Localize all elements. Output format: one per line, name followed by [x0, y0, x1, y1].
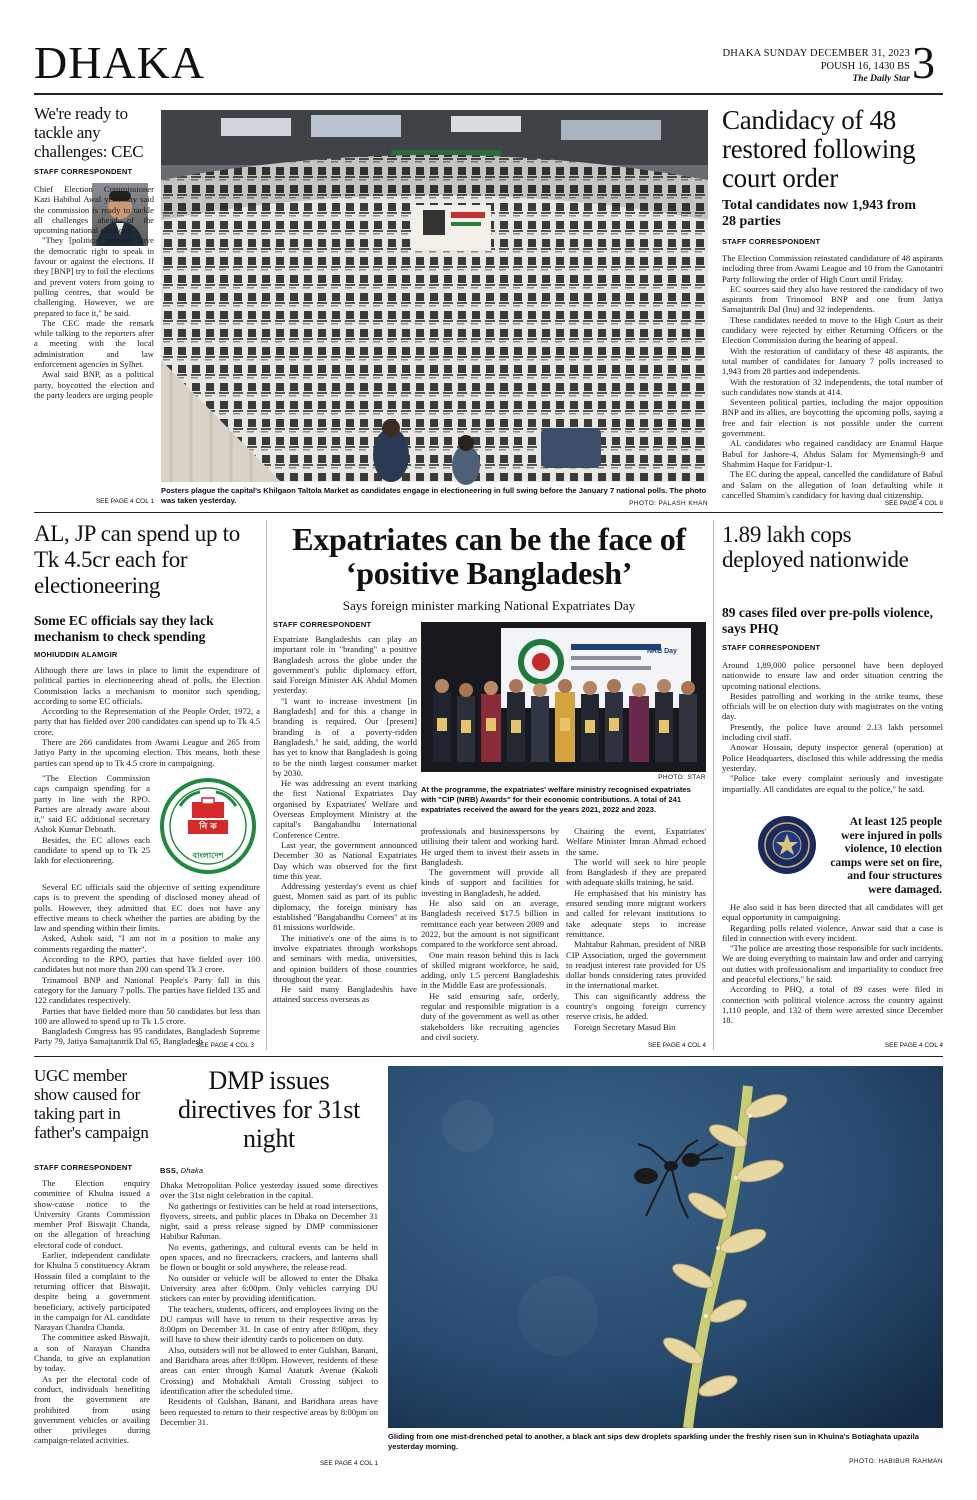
candidacy-headline: Candidacy of 48 restored following court order: [722, 105, 916, 193]
aljp-body-side: [34, 773, 150, 879]
cops-para: Around 1,89,000 police personnel have been deployed nationwide to ensure law and order situation centring the upcoming national elections.: [722, 660, 943, 691]
cops-headline: 1.89 lakh cops deployed nationwide: [722, 522, 909, 572]
market-photo-caption: Posters plague the capital's Khilgaon Taltola Market as candidates engage in electioneering in full swing before the January 7 national polls. The photo was taken yesterday.: [161, 486, 707, 505]
expat-para: He was addressing an event marking the first National Expatriates Day organised by Expatriates' Welfare and Overseas Employment Ministry at the capital's Bangabandhu International Conference Centre.: [273, 778, 417, 840]
cec-para: Awal said BNP, as a political party, boycotted the election and the party leaders are urging people: [34, 369, 154, 400]
candidacy-para: EC sources said they also have restored the candidacy of two aspirants from Trinomool BNP and one from Jatiya Samajtantrik Dal (Inu) and 32 independents.: [722, 283, 943, 315]
aljp-subhead: Some EC officials say they lack mechanism to check spending: [34, 613, 214, 644]
expat-award-photo: [421, 622, 706, 772]
aljp-para: According to the Representation of the People Order, 1972, a party that has fielded over 200 candidates can spend up to Tk 4.5 crore.: [34, 706, 260, 737]
ant-photo-caption: Gliding from one mist-drenched petal to another, a black ant sips dew droplets sparkling under the freshly risen sun in Khulna's Botiaghata upazila yesterday morning.: [388, 1432, 919, 1451]
dmp-para: No events, gatherings, and cultural events can be held in open spaces, and no firecrackers, crackers, and lanterns shall be flown or bought or sold anywhere, the release read.: [160, 1241, 378, 1273]
expat-para: Chairing the event, Expatriates' Welfare Minister Imran Ahmad echoed the same.: [566, 826, 706, 857]
column-divider-left: [266, 520, 267, 1050]
expat-photo-banner: NRB Day: [647, 648, 677, 655]
logo-country-label: বাংলাদেশ: [192, 851, 224, 860]
expat-para: Foreign Secretary Masud Bin: [574, 1021, 676, 1032]
aljp-para: There are 266 candidates from Awami League and 265 from Jatiyo Party in the upcoming election. This means, both these parties can spend up to Tk 4.5 crore in campaigning.: [34, 737, 260, 768]
cops-see-page[interactable]: SEE PAGE 4 COL 4: [884, 1042, 943, 1049]
expat-para: He said many Bangladeshis have attained success overseas as: [273, 984, 417, 1005]
dmp-see-page[interactable]: SEE PAGE 4 COL 1: [319, 1460, 378, 1467]
dmp-para: Also, outsiders will not be allowed to enter Gulshan, Banani, and Baridhara areas after 8:00pm. However, residents of these areas can enter through Kamal Ataturk Avenue (Kakoli Crossing) and Mohakhali Amtali Crossing subject to identification after the scheduled time.: [160, 1344, 378, 1396]
expat-col3: [566, 826, 706, 1042]
candidacy-para: AL candidates who regained candidacy are Enamul Haque Babul for Jashore-4, Abdus Salam for Mymensingh-9 and Shahmim Haque for Faridpur-1.: [722, 438, 943, 469]
aljp-body-top: [34, 665, 260, 771]
aljp-para: "The Election Commission caps campaign spending for a party in line with the RPO. Parties are already aware about it," said EC additional secretary Ashok Kumar Debnath.: [34, 773, 150, 835]
masthead-paper-name: The Daily Star: [852, 74, 910, 84]
expat-para: The world will seek to hire people from Bangladesh if they are prepared with adequate skills training, he said.: [566, 856, 706, 888]
ugc-para: The committee asked Biswajit, a son of Narayan Chandra Chanda, to give an explanation by today.: [34, 1332, 150, 1374]
cops-subhead: 89 cases filed over pre-polls violence, says PHQ: [722, 605, 933, 636]
candidacy-byline: STAFF CORRESPONDENT: [722, 237, 821, 246]
aljp-para: Several EC officials said the objective of setting expenditure caps is to prevent the spending of disclosed money ahead of polls. However, they admitted that EC does not have any effective means to check whether the parties are abiding by the law and spending within their limits.: [34, 882, 260, 934]
cec-byline: STAFF CORRESPONDENT: [34, 167, 133, 176]
ugc-para: Earlier, independent candidate for Khulna 5 constituency Akram Hossain filed a complaint to the returning officer that Biswajit, despite being a government beneficiary, actively participated in the campaign for AL candidate Narayan Chandra Chanda.: [34, 1250, 150, 1333]
aljp-see-page[interactable]: SEE PAGE 4 COL 3: [195, 1042, 254, 1049]
cec-see-page[interactable]: SEE PAGE 4 COL 1: [95, 498, 154, 505]
cops-para: "Police take every complaint seriously and investigate impartially. All candidates are equal to the police," he said.: [722, 773, 943, 794]
masthead-rule: [34, 93, 943, 95]
ant-photo-credit: PHOTO: HABIBUR RAHMAN: [849, 1458, 943, 1465]
expat-para: The initiative's one of the aims is to involve expatriates through workshops and seminars with media, universities, and opinion builders of those countries throughout the year.: [273, 932, 417, 984]
section-rule-1: [34, 512, 943, 513]
aljp-para: Although there are laws in place to limit the expenditure of political parties in electioneering ahead of polls, the Election Commission lacks a mechanism to monitor such spending, according to some EC officials.: [34, 665, 260, 706]
cops-body-bottom: [722, 902, 943, 1040]
cec-headline: We're ready to tackle any challenges: CEC: [34, 104, 144, 161]
market-photo: [161, 110, 708, 482]
dmp-para: The teachers, students, officers, and employees living on the DU campus will have to return to their respective areas by 8:00pm on December 31. In case of entry after 8:00pm, they will have to show their identity cards to policemen on duty.: [160, 1303, 378, 1345]
expat-para: Mahtabur Rahman, president of NRB CIP Association, urged the government to readjust interest rate provided for US dollar bonds considering rates provided in the international market.: [566, 939, 706, 991]
expat-headline: Expatriates can be the face of ‘positive Bangladesh’: [292, 521, 686, 591]
masthead-date: DHAKA SUNDAY DECEMBER 31, 2023: [722, 48, 910, 59]
expat-para: professionals and businesspersons by utilising their talent and working hard. He urged them to invest their assets in Bangladesh.: [421, 826, 559, 867]
cops-body-top: [722, 660, 943, 810]
candidacy-see-page[interactable]: SEE PAGE 4 COL 8: [884, 500, 943, 507]
page-number: 3: [912, 37, 935, 88]
cops-para: According to PHQ, a total of 89 cases were filed in connection with political violence across the country against 1,110 people, and 132 of them were arrested since December 18.: [722, 984, 943, 1026]
logo-initials: নি ক: [199, 822, 217, 832]
aljp-para: Besides, the EC allows each candidate to spend up to Tk 25 lakh for electioneering.: [34, 834, 150, 866]
dmp-body: [160, 1180, 378, 1458]
candidacy-para: With the restoration of 32 independents, the total number of such candidates now stands at 414.: [722, 376, 943, 397]
expat-col1: [273, 634, 417, 1042]
aljp-para: According to the RPO, parties that have fielded over 100 candidates but not more than 200 can spend Tk 3 crore.: [34, 954, 260, 975]
cops-para: "The police are arresting those responsible for such incidents. We are doing everything to maintain law and order and carrying out duties with professionalism and impartiality to conduct free and peaceful elections," he said.: [722, 943, 943, 985]
section-rule-2: [34, 1056, 943, 1057]
ugc-para: The Election enquiry committee of Khulna issued a show-cause notice to the University Grants Commission member Prof Biswajit Chanda, on the allegation of breaching electoral code of conduct.: [34, 1178, 150, 1250]
cec-para: Chief Election Commissioner Kazi Habibul Awal yesterday said the commission is ready to tackle all challenges ahead of the upcoming national elections.: [34, 184, 154, 236]
candidacy-body: [722, 253, 943, 500]
expat-col2: [421, 826, 559, 1042]
masthead-bangla-date: POUSH 16, 1430 BS: [820, 61, 910, 72]
expat-para: Expatriate Bangladeshis can play an important role in "branding" a positive Bangladesh across the globe under the government's public diplomacy effort, said Foreign Minister AK Abdul Momen yesterday.: [273, 634, 417, 696]
aljp-para: Bangladesh Congress has 95 candidates, Bangladesh Supreme Party 79, Jatiya Samajtantrik Dal 65, Bangladesh: [34, 1026, 260, 1047]
dmp-para: Residents of Gulshan, Banani, and Baridhara areas have been requested to return to their respective areas by 8:00pm on December 31.: [160, 1396, 378, 1427]
dmp-para: No outsider or vehicle will be allowed to enter the Dhaka University area after 6:00pm. Only vehicles carrying DU stickers can enter by providing identification.: [160, 1272, 378, 1304]
expat-para: Last year, the government announced December 30 as National Expatriates Day which was observed for the first time this year.: [273, 839, 417, 881]
cops-pull-quote: At least 125 people were injured in polls violence, 10 election camps were set on fire, and four structures were damaged.: [830, 816, 942, 896]
dmp-byline-city: Dhaka: [180, 1166, 204, 1175]
cec-para: "They [political parties] have the democratic right to speak in favour or against the elections. If they [BNP] try to foil the elections and prevent voters from going to polling centres, that would be challenging. However, we are prepared to face it," he said.: [34, 235, 154, 318]
cops-para: He also said it has been directed that all candidates will get equal opportunity in campaigning.: [722, 902, 943, 923]
expat-subhead: Says foreign minister marking National Expatriates Day: [342, 598, 636, 613]
cops-byline: STAFF CORRESPONDENT: [722, 643, 821, 652]
candidacy-para: Seventeen political parties, including the major opposition BNP and its allies, are boycotting the upcoming polls, saying a free and fair election is not possible under the current government.: [722, 397, 943, 439]
ugc-byline: STAFF CORRESPONDENT: [34, 1163, 133, 1172]
candidacy-subhead: Total candidates now 1,943 from 28 parties: [722, 198, 917, 229]
dmp-headline: DMP issues directives for 31st night: [177, 1066, 361, 1153]
ugc-headline: UGC member show caused for taking part in father's campaign: [34, 1066, 149, 1142]
aljp-byline: MOHIUDDIN ALAMGIR: [34, 650, 118, 659]
dmp-byline: [160, 1166, 360, 1175]
column-divider-right: [713, 520, 714, 1050]
dmp-para: No gatherings or festivities can be held at road intersections, flyovers, streets, and public places in Dhaka on December 31 night, said a press release signed by DMP commissioner Habibur Rahman.: [160, 1200, 378, 1242]
cops-para: Presently, the police have around 2.13 lakh personnel including civil staff.: [722, 721, 943, 743]
aljp-para: Parties that have fielded more than 50 candidates but less than 100 are allowed to spend up to Tk 1.5 crore.: [34, 1005, 260, 1026]
candidacy-para: The EC during the appeal, cancelled the candidature of Babul and Salam on the allegation of loan defaulting while it cancelled Shamim's candidacy for having dual citizenship.: [722, 469, 943, 500]
market-photo-credit: PHOTO: PALASH KHAN: [629, 500, 708, 507]
election-commission-logo: [158, 776, 258, 876]
expat-para: He said ensuring safe, orderly, regular and responsible migration is a duty of the government as well as other stakeholders like recruiting agencies and civil society.: [421, 990, 559, 1042]
expat-photo-credit: PHOTO: STAR: [658, 774, 706, 781]
expat-para: He emphasised that his ministry has ensured sending more migrant workers and called for relevant institutions to take adequate steps to increase remittance.: [566, 887, 706, 939]
ugc-body: [34, 1178, 150, 1470]
dmp-byline-agency: BSS,: [160, 1166, 179, 1175]
cops-para: Besides patrolling and working in the strike teams, these officials will be on election duty with magistrates on the voting day.: [722, 690, 943, 722]
cops-para: Anowar Hossain, deputy inspector general (operation) at Police Headquarters, disclosed this while addressing the media yesterday.: [722, 742, 943, 773]
expat-para: "I want to increase investment [in Bangladesh] and for this a change in branding is required. Our [present] branding is of a poverty-ridden Bangladesh," he said, adding, the world has yet to know that Bangladesh is going to be the ninth largest consumer market by 2030.: [273, 695, 417, 778]
police-emblem: [756, 814, 818, 876]
ugc-para: As per the electoral code of conduct, individuals benefiting from the government are prohibited from using government vehicles or availing other privileges during campaign-related activities.: [34, 1373, 150, 1446]
candidacy-para: These candidates needed to move to the High Court as their candidacy were rejected by either Returning Officers or the Election Commission during the hearing of appeal.: [722, 314, 943, 346]
expat-para: He also said on an average, Bangladesh received $17.5 billion in remittance each year between 2009 and 2022, but the amount is not significant compared to the workforce sent abroad.: [421, 898, 559, 950]
aljp-para: Asked, Ashok said, "I am not in a position to make any comments regarding the matter".: [34, 933, 260, 954]
cec-para: The CEC made the remark while talking to the reporters after a meeting with the local administration and law enforcement agencies in Sylhet.: [34, 317, 154, 370]
dmp-para: Dhaka Metropolitan Police yesterday issued some directives over the 31st night celebration in the capital.: [160, 1180, 378, 1201]
expat-para: This can significantly address the country's ongoing foreign currency reserve crisis, he added.: [566, 990, 706, 1022]
candidacy-para: With the restoration of candidacy of these 48 aspirants, the total number of candidates for January 7 polls increased to 1,943 from 28 parties and independents.: [722, 345, 943, 377]
ant-photo: [388, 1066, 943, 1428]
expat-para: Addressing yesterday's event as chief guest, Momen said as part of its public diplomacy, the foreign ministry has established "Bangabandhu Corners" at its 81 missions worldwide.: [273, 881, 417, 933]
expat-see-page[interactable]: SEE PAGE 4 COL 4: [647, 1042, 706, 1049]
cec-body: [34, 184, 154, 494]
section-title: DHAKA: [34, 37, 206, 88]
expat-para: The government will provide all kinds of support and facilities for investing in Bangladesh, he added.: [421, 867, 559, 898]
expat-para: One main reason behind this is lack of skilled migrant workforce, he said, adding, only 1.5 percent Bangladeshis in the Middle East are professionals.: [421, 949, 559, 991]
expat-byline: STAFF CORRESPONDENT: [273, 620, 372, 629]
cops-para: Regarding polls related violence, Anwar said that a case is filed in connection with every incident.: [722, 922, 943, 943]
expat-photo-caption: At the programme, the expatriates' welfare ministry recognised expatriates with "CIP (NRB) Awards" for their economic contributions. A total of 241 expatriates received the award for the years 2021, 2022 and 2023.: [421, 785, 691, 814]
aljp-para: Trinamool BNP and National People's Party fall in this category for the January 7 polls. The parties have fielded 135 and 122 candidates respectively.: [34, 974, 260, 1006]
candidacy-para: The Election Commission reinstated candidature of 48 aspirants including three from Awami League and 10 from the Ganotantri Party following the order of High Court until Friday.: [722, 253, 943, 284]
aljp-headline: AL, JP can spend up to Tk 4.5cr each for electioneering: [34, 521, 240, 598]
